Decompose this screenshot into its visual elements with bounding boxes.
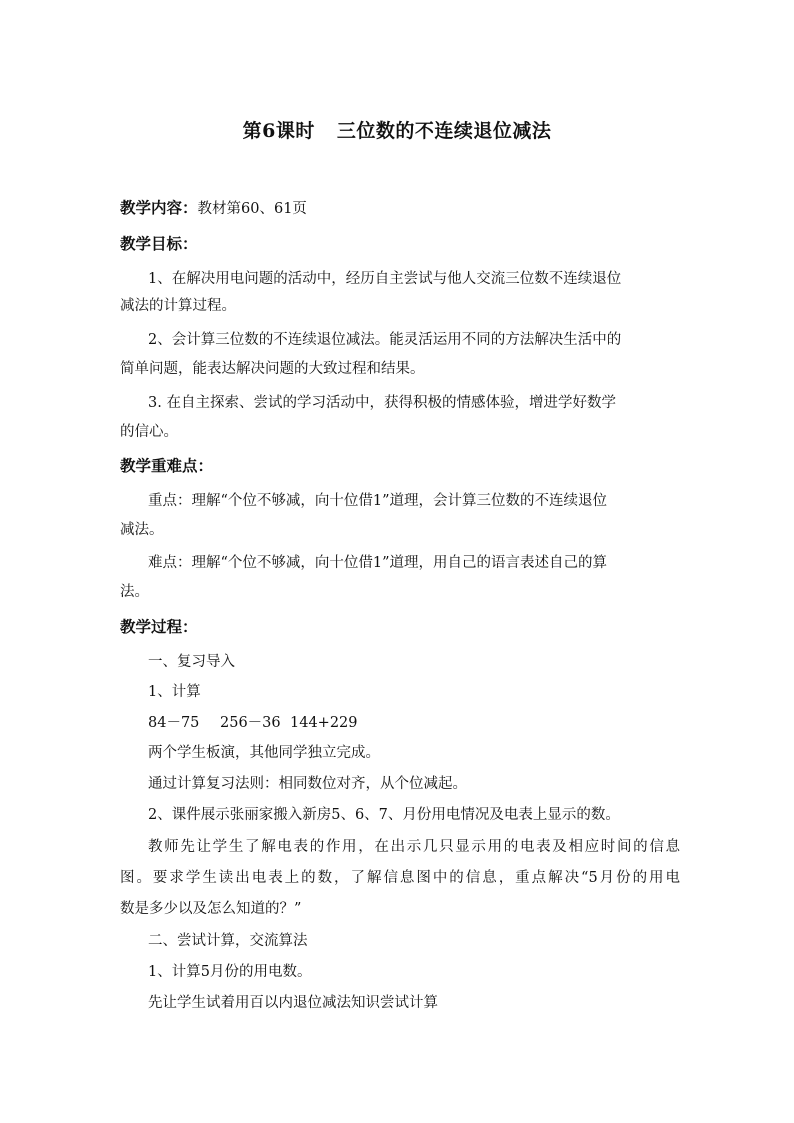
calc-1: 84－75: [148, 715, 200, 731]
objective-2-line-1: 2、会计算三位数的不连续退位减法。能灵活运用不同的方法解决生活中的: [148, 332, 622, 348]
calc-2: 256－36: [220, 715, 281, 731]
note-2: 通过计算复习法则：相同数位对齐，从个位减起。: [148, 776, 467, 792]
objective-3-line-2: 的信心。: [120, 424, 178, 440]
difficulty-line-1: 难点：理解“个位不够减，向十位借1”道理，用自己的语言表述自己的算: [148, 555, 608, 571]
note-3: 先让学生试着用百以内退位减法知识尝试计算: [148, 995, 438, 1011]
focus-line-1: 重点：理解“个位不够减，向十位借1”道理，会计算三位数的不连续退位: [148, 493, 608, 509]
difficulty-line-2: 法。: [120, 584, 149, 600]
objectives-heading: 教学目标：: [120, 234, 198, 253]
lesson-number: 第6课时: [242, 120, 315, 142]
objective-3-line-1: 3. 在自主探索、尝试的学习活动中，获得积极的情感体验，增进学好数学: [148, 395, 616, 411]
objective-1-line-2: 减法的计算过程。: [120, 298, 236, 314]
content-section: [120, 198, 680, 219]
lesson-topic: 三位数的不连续退位减法: [336, 120, 552, 142]
calculation-row: [148, 713, 680, 733]
page-title: [0, 116, 794, 143]
focus-line-2: 减法。: [120, 522, 164, 538]
paragraph-line-2: 图。要求学生读出电表上的数，了解信息图中的信息，重点解决“5月份的用电: [120, 870, 680, 886]
content-value: 教材第60、61页: [197, 201, 307, 217]
calc-3: 144+229: [290, 715, 358, 731]
process-heading: 教学过程：: [120, 617, 198, 636]
content-label: 教学内容：: [120, 198, 198, 217]
step-1: 1、计算: [148, 684, 201, 700]
paragraph-line-1: 教师先让学生了解电表的作用，在出示几只显示用的电表及相应时间的信息: [148, 839, 680, 855]
paragraph-line-3: 数是多少以及怎么知道的？”: [120, 901, 302, 917]
section-1-title: 一、复习导入: [148, 654, 235, 670]
step-2: 2、课件展示张丽家搬入新房5、6、7、月份用电情况及电表上显示的数。: [148, 807, 620, 823]
step-3: 1、计算5月份的用电数。: [148, 964, 312, 980]
objective-2-line-2: 简单问题，能表达解决问题的大致过程和结果。: [120, 361, 425, 377]
key-points-heading: 教学重难点：: [120, 456, 214, 475]
section-2-title: 二、尝试计算，交流算法: [148, 933, 308, 949]
note-1: 两个学生板演，其他同学独立完成。: [148, 745, 380, 761]
objective-1-line-1: 1、在解决用电问题的活动中，经历自主尝试与他人交流三位数不连续退位: [148, 271, 622, 287]
